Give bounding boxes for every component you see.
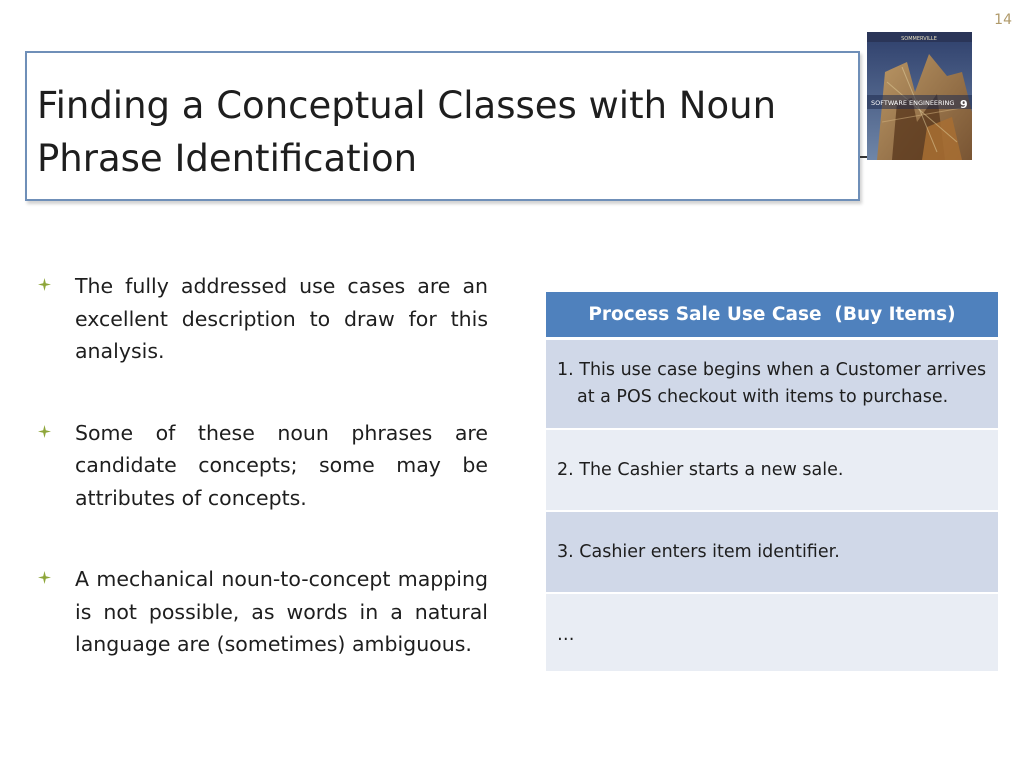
book-edition: 9 [960,98,968,111]
table-row [546,429,998,511]
table-row [546,511,998,593]
four-point-star-bullet-icon [38,278,51,291]
bullet-text: Some of these noun phrases are candidate concepts; some may be attributes of concepts. [75,420,488,510]
bullet-list [38,270,488,710]
title-box [25,51,860,201]
table-row [546,339,998,430]
table-cell [546,339,998,430]
bullet-item [38,563,488,661]
bullet-item [38,270,488,368]
slide-title: Finding a Conceptual Classes with Noun Phrase Identification [37,84,777,180]
bullet-text: The fully addressed use cases are an excellent description to draw for this analysis. [75,274,488,363]
table-row [546,593,998,671]
step-text: 1. This use case begins when a Customer arrives at a POS checkout with items to purchase. [557,360,987,407]
table-header: Process Sale Use Case (Buy Items) [546,292,998,339]
book-title: SOFTWARE ENGINEERING [871,99,955,107]
slide-number: 14 [994,12,1012,28]
four-point-star-bullet-icon [38,425,51,438]
table-cell: 2. The Cashier starts a new sale. [546,429,998,511]
table-cell: … [546,593,998,671]
four-point-star-bullet-icon [38,571,51,584]
book-author: SOMMERVILLE [901,36,937,42]
table-header-row [546,292,998,339]
bullet-item [38,417,488,515]
book-cover-image [867,32,972,160]
use-case-table [546,292,998,671]
bullet-text: A mechanical noun-to-concept mapping is not possible, as words in a natural language are (sometimes) ambiguous. [75,567,488,656]
table-cell: 3. Cashier enters item identifier. [546,511,998,593]
